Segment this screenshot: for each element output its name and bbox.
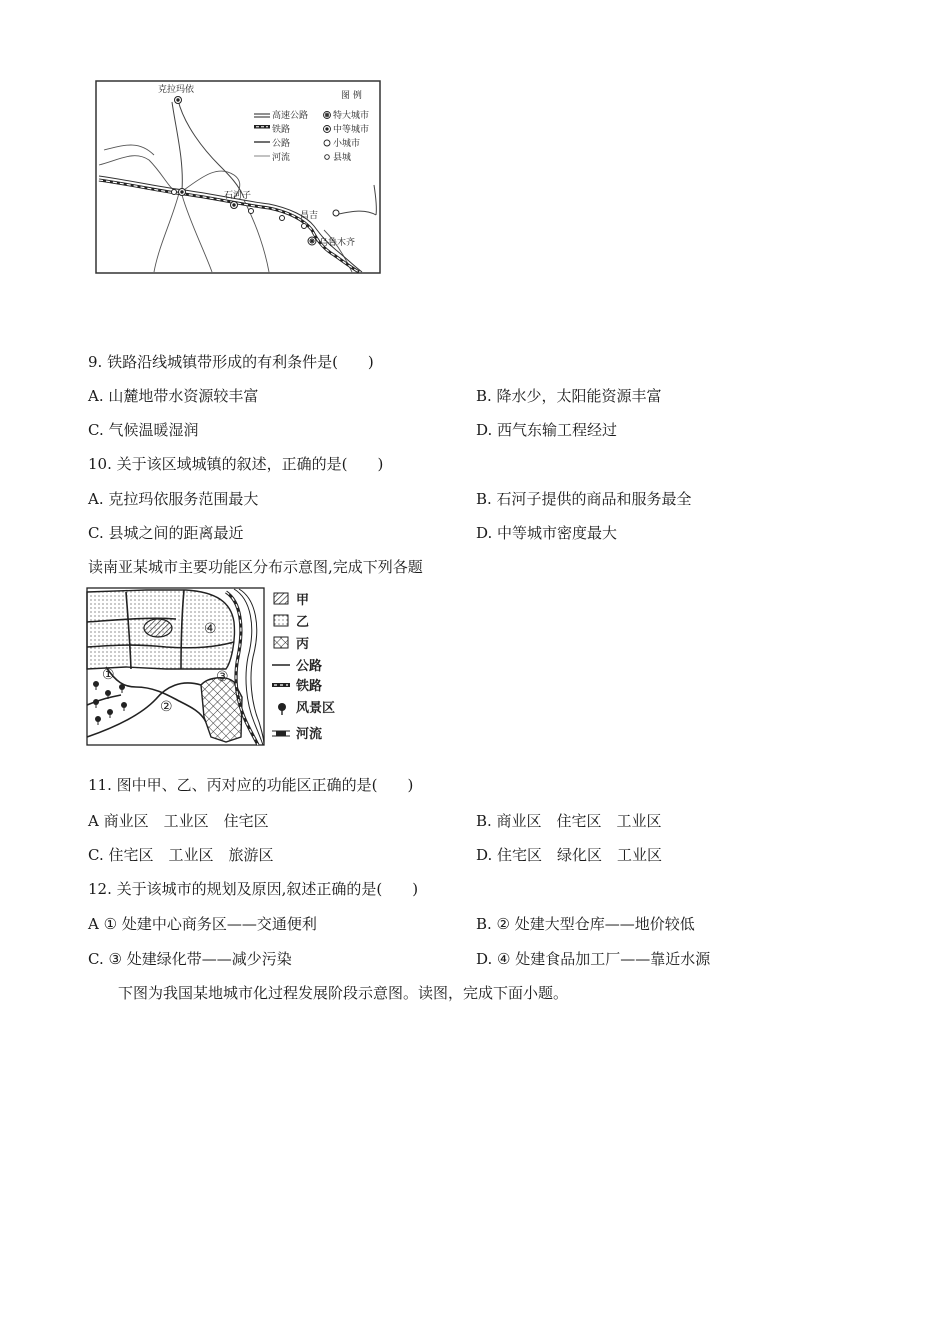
intro-urbanization: 下图为我国某地城市化过程发展阶段示意图。读图，完成下面小题。	[118, 984, 569, 1002]
legend-bing: 丙	[296, 637, 310, 652]
place-changji: 昌吉	[300, 211, 319, 221]
legend-jia: 甲	[296, 593, 310, 608]
q12-option-d[interactable]: D. ④ 处建食品加工厂——靠近水源	[476, 950, 711, 968]
legend-railway2: 铁路	[296, 679, 323, 694]
q12-stem: 12. 关于该城市的规划及原因,叙述正确的是( )	[88, 880, 419, 898]
south-asia-city-map	[86, 587, 356, 747]
legend-road2: 公路	[296, 659, 323, 674]
q11-option-d[interactable]: D. 住宅区 绿化区 工业区	[476, 846, 663, 864]
legend-megacity: 特大城市	[333, 111, 370, 121]
legend-railway: 铁路	[272, 125, 291, 135]
q11-stem: 11. 图中甲、乙、丙对应的功能区正确的是( )	[88, 776, 414, 794]
legend-river: 河流	[272, 153, 291, 163]
label-3: ③	[216, 669, 229, 685]
legend-medium-city: 中等城市	[333, 125, 370, 135]
q9-option-a[interactable]: A. 山麓地带水资源较丰富	[88, 387, 259, 405]
place-urumqi: 乌鲁木齐	[319, 238, 356, 248]
q10-option-d[interactable]: D. 中等城市密度最大	[476, 524, 618, 542]
legend-river2: 河流	[296, 727, 323, 742]
label-4: ④	[204, 621, 217, 637]
label-2: ②	[160, 699, 173, 715]
label-1: ①	[102, 667, 115, 683]
place-shihezi: 石河子	[224, 191, 252, 201]
place-kelamayi: 克拉玛依	[158, 85, 195, 95]
legend-small-city: 小城市	[333, 139, 361, 149]
q12-option-a[interactable]: A ① 处建中心商务区——交通便利	[88, 915, 317, 933]
q9-option-c[interactable]: C. 气候温暖湿润	[88, 421, 199, 439]
q9-stem: 9. 铁路沿线城镇带形成的有利条件是( )	[88, 353, 374, 371]
legend-county: 县城	[333, 153, 352, 163]
legend-title: 图 例	[341, 91, 362, 101]
intro-south-asia: 读南亚某城市主要功能区分布示意图,完成下列各题	[88, 558, 423, 576]
q11-option-b[interactable]: B. 商业区 住宅区 工业区	[476, 812, 662, 830]
q12-option-c[interactable]: C. ③ 处建绿化带——减少污染	[88, 950, 292, 968]
q9-option-b[interactable]: B. 降水少，太阳能资源丰富	[476, 387, 662, 405]
q10-option-b[interactable]: B. 石河子提供的商品和服务最全	[476, 490, 692, 508]
legend-road: 公路	[272, 139, 291, 149]
q10-option-c[interactable]: C. 县城之间的距离最近	[88, 524, 244, 542]
q11-option-c[interactable]: C. 住宅区 工业区 旅游区	[88, 846, 274, 864]
q9-option-d[interactable]: D. 西气东输工程经过	[476, 421, 618, 439]
legend-highway: 高速公路	[272, 111, 309, 121]
legend-scenic: 风景区	[296, 701, 336, 716]
q10-stem: 10. 关于该区域城镇的叙述，正确的是( )	[88, 455, 384, 473]
q10-option-a[interactable]: A. 克拉玛依服务范围最大	[88, 490, 259, 508]
q11-option-a[interactable]: A 商业区 工业区 住宅区	[88, 812, 269, 830]
q12-option-b[interactable]: B. ② 处建大型仓库——地价较低	[476, 915, 695, 933]
xinjiang-city-map	[94, 80, 384, 275]
legend-yi: 乙	[296, 615, 310, 630]
